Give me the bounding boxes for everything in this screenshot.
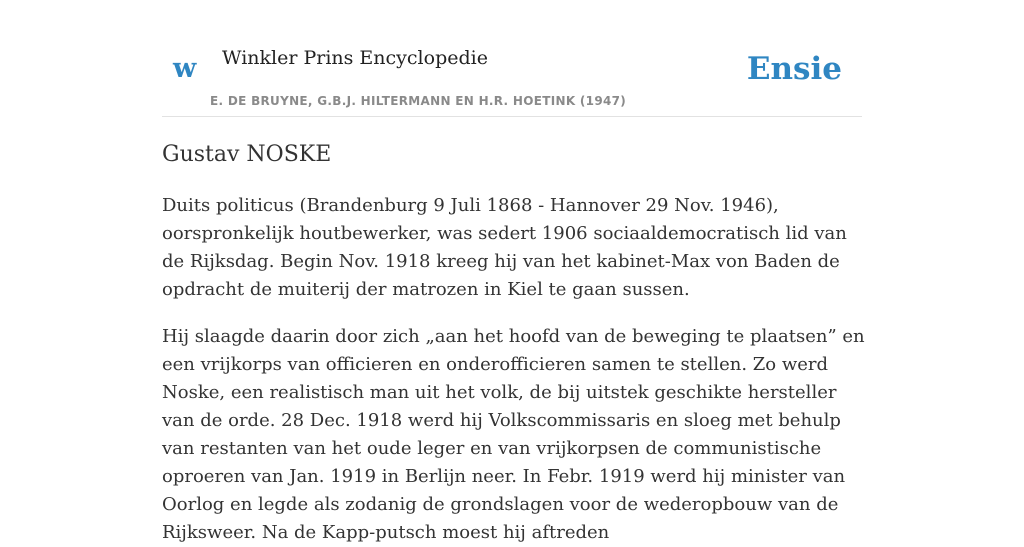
article-title: Gustav NOSKE bbox=[162, 142, 332, 167]
article-paragraph-2: Hij slaagde daarin door zich „aan het hoofd van de beweging te plaatsen” en een vrijkorps van officieren en onderofficieren samen te stellen. Zo werd Noske, een realistisch man uit het volk, de bij uitstek geschikte hersteller van de orde. 28 Dec. 1918 werd hij Volkscommissaris en sloeg met behulp van restanten van het oude leger en van vrijkorpsen de communistische oproeren van Jan. 1919 in Berlijn neer. In Febr. 1919 werd hij minister van Oorlog en legde als zodanig de grondslagen voor de wederopbouw van de Rijksweer. Na de Kapp-putsch moest hij aftreden bbox=[162, 326, 865, 543]
ensie-logo[interactable]: Ensie bbox=[746, 51, 842, 87]
source-title[interactable]: Winkler Prins Encyclopedie bbox=[222, 47, 488, 69]
source-authors: E. DE BRUYNE, G.B.J. HILTERMANN EN H.R. HOETINK (1947) bbox=[210, 94, 627, 108]
article bbox=[162, 138, 866, 547]
source-header bbox=[162, 0, 862, 117]
encyclopedia-logo-icon[interactable]: w bbox=[173, 53, 197, 84]
article-paragraph-1: Duits politicus (Brandenburg 9 Juli 1868 - Hannover 29 Nov. 1946), oorspronkelijk houtbewerker, was sedert 1906 sociaaldemocratisch lid van de Rijksdag. Begin Nov. 1918 kreeg hij van het kabinet-Max von Baden de opdracht de muiterij der matrozen in Kiel te gaan sussen. bbox=[162, 195, 847, 300]
